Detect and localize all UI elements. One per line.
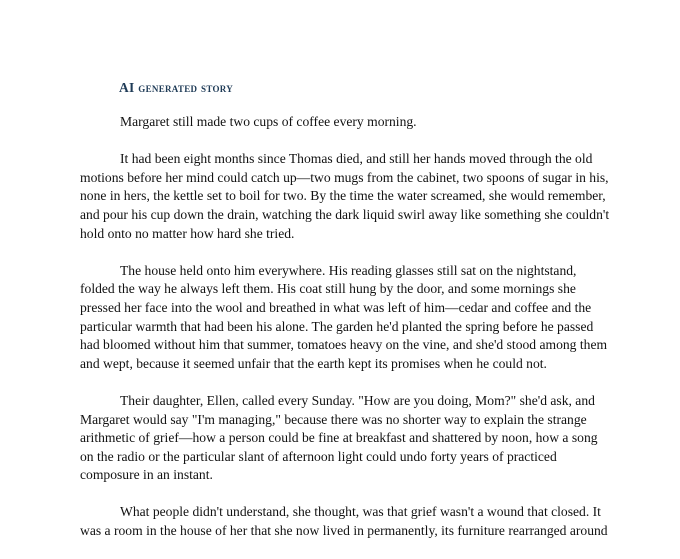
- paragraph-line: Their daughter, Ellen, called every Sunday. "How are you doing, Mom?" she'd ask, and: [120, 392, 595, 408]
- paragraph: [80, 150, 610, 243]
- paragraph-line: particular warmth that had been his alone. The garden he'd planted the spring before he passed: [80, 318, 594, 334]
- paragraph-line: and pour his cup down the drain, watching the dark liquid swirl away like something she couldn't: [80, 206, 610, 222]
- paragraph-line: What people didn't understand, she thought, was that grief wasn't a wound that closed. It: [120, 504, 601, 520]
- paragraph-line: none in hers, the kettle set to boil for two. By the time the water screamed, she would remember,: [80, 188, 606, 204]
- paragraph: [80, 392, 600, 485]
- paragraph-line: and wept, because it seemed unfair that the earth kept its promises when he could not.: [80, 355, 547, 371]
- paragraph-line: Margaret still made two cups of coffee every morning.: [120, 114, 417, 129]
- paragraph-line: composure in an instant.: [80, 467, 213, 483]
- paragraph-line: It had been eight months since Thomas died, and still her hands moved through the old: [120, 151, 593, 167]
- heading-rest: generated story: [138, 80, 234, 95]
- paragraph-line: Margaret would say "I'm managing," because there was no shorter way to explain the strange: [80, 411, 587, 427]
- paragraph-line: folded the way he always left them. His coat still hung by the door, and some mornings she: [80, 281, 576, 297]
- paragraph-line: hold onto no matter how hard she tried.: [80, 225, 295, 241]
- paragraph: [80, 113, 600, 132]
- story-body: [80, 113, 610, 559]
- paragraph-line: motions before her mind could catch up—two mugs from the cabinet, two spoons of sugar in his,: [80, 169, 609, 185]
- paragraph-line: arithmetic of grief—how a person could be fine at breakfast and shattered by noon, how a song: [80, 430, 598, 446]
- paragraph-line: pressed her face into the wool and breathed in what was left of him—cedar and coffee and the: [80, 299, 592, 315]
- paragraph-line: The house held onto him everywhere. His reading glasses still sat on the nightstand,: [120, 262, 577, 278]
- paragraph-line: had bloomed without him that summer, tomatoes heavy on the vine, and she'd stood among them: [80, 337, 608, 353]
- story-heading: [119, 80, 233, 96]
- paragraph: [80, 262, 608, 374]
- heading-prefix: AI: [119, 80, 135, 95]
- paragraph-line: was a room in the house of her that she now lived in permanently, its furniture rearranged around: [80, 523, 608, 539]
- paragraph: [80, 503, 608, 540]
- paragraph-line: on the radio or the particular slant of afternoon light could undo forty years of practiced: [80, 448, 557, 464]
